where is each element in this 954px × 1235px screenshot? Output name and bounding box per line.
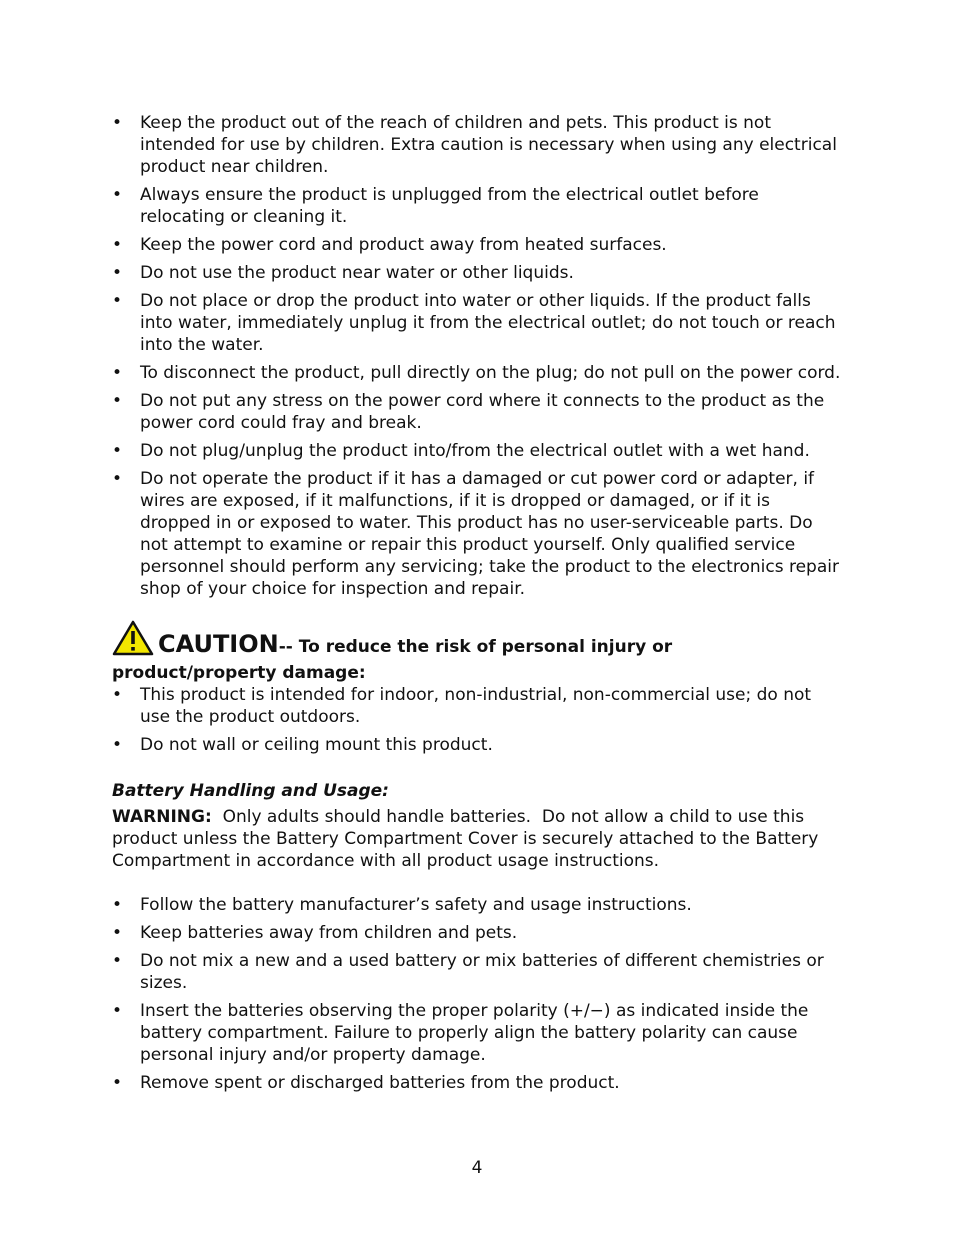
list-item: • Do not mix a new and a used battery or mix batteries of different chemistries or sizes. [112,950,842,994]
battery-section-title: Battery Handling and Usage: [112,781,389,801]
list-item: • Do not place or drop the product into water or other liquids. If the product falls into water, immediately unplug it from the electrical outlet; do not touch or reach into the water. [112,290,842,356]
battery-list [112,894,842,1094]
warning-label: WARNING: [112,807,212,827]
page-number: 4 [471,1158,483,1178]
warning-triangle-icon [112,620,154,662]
caution-heading [112,620,842,684]
list-item: • This product is intended for indoor, non-industrial, non-commercial use; do not use the product outdoors. [112,684,842,728]
list-item: • Follow the battery manufacturer’s safety and usage instructions. [112,894,842,916]
caution-text: -- To reduce the risk of personal injury or product/property damage: [112,637,673,683]
list-item: • Do not use the product near water or other liquids. [112,262,842,284]
list-item: • Keep batteries away from children and pets. [112,922,842,944]
list-item: • Do not wall or ceiling mount this product. [112,734,842,756]
page-content [112,112,842,1100]
list-item: • Keep the product out of the reach of children and pets. This product is not intended for use by children. Extra caution is necessary when using any electrical product near children. [112,112,842,178]
list-item: • To disconnect the product, pull directly on the plug; do not pull on the power cord. [112,362,842,384]
caution-section [112,620,842,756]
list-item: • Always ensure the product is unplugged from the electrical outlet before relocating or cleaning it. [112,184,842,228]
list-item: • Insert the batteries observing the proper polarity (+/−) as indicated inside the battery compartment. Failure to properly align the battery polarity can cause personal injury and/or property damage. [112,1000,842,1066]
list-item: • Keep the power cord and product away from heated surfaces. [112,234,842,256]
list-item: • Do not plug/unplug the product into/from the electrical outlet with a wet hand. [112,440,842,462]
caution-word: CAUTION [158,630,279,658]
safety-list [112,112,842,600]
caution-list [112,684,842,756]
battery-warning [112,806,842,872]
warning-text: Only adults should handle batteries. Do not allow a child to use this product unless the Battery Compartment Cover is securely attached to the Battery Compartment in accordance with all product usage instructions. [112,807,824,871]
list-item: • Do not operate the product if it has a damaged or cut power cord or adapter, if wires are exposed, if it malfunctions, if it is dropped or damaged, or if it is dropped in or exposed to water. This product has no user-serviceable parts. Do not attempt to examine or repair this product yourself. Only qualified service personnel should perform any servicing; take the product to the electronics repair shop of your choice for inspection and repair. [112,468,842,600]
list-item: • Do not put any stress on the power cord where it connects to the product as the power cord could fray and break. [112,390,842,434]
list-item: • Remove spent or discharged batteries from the product. [112,1072,842,1094]
